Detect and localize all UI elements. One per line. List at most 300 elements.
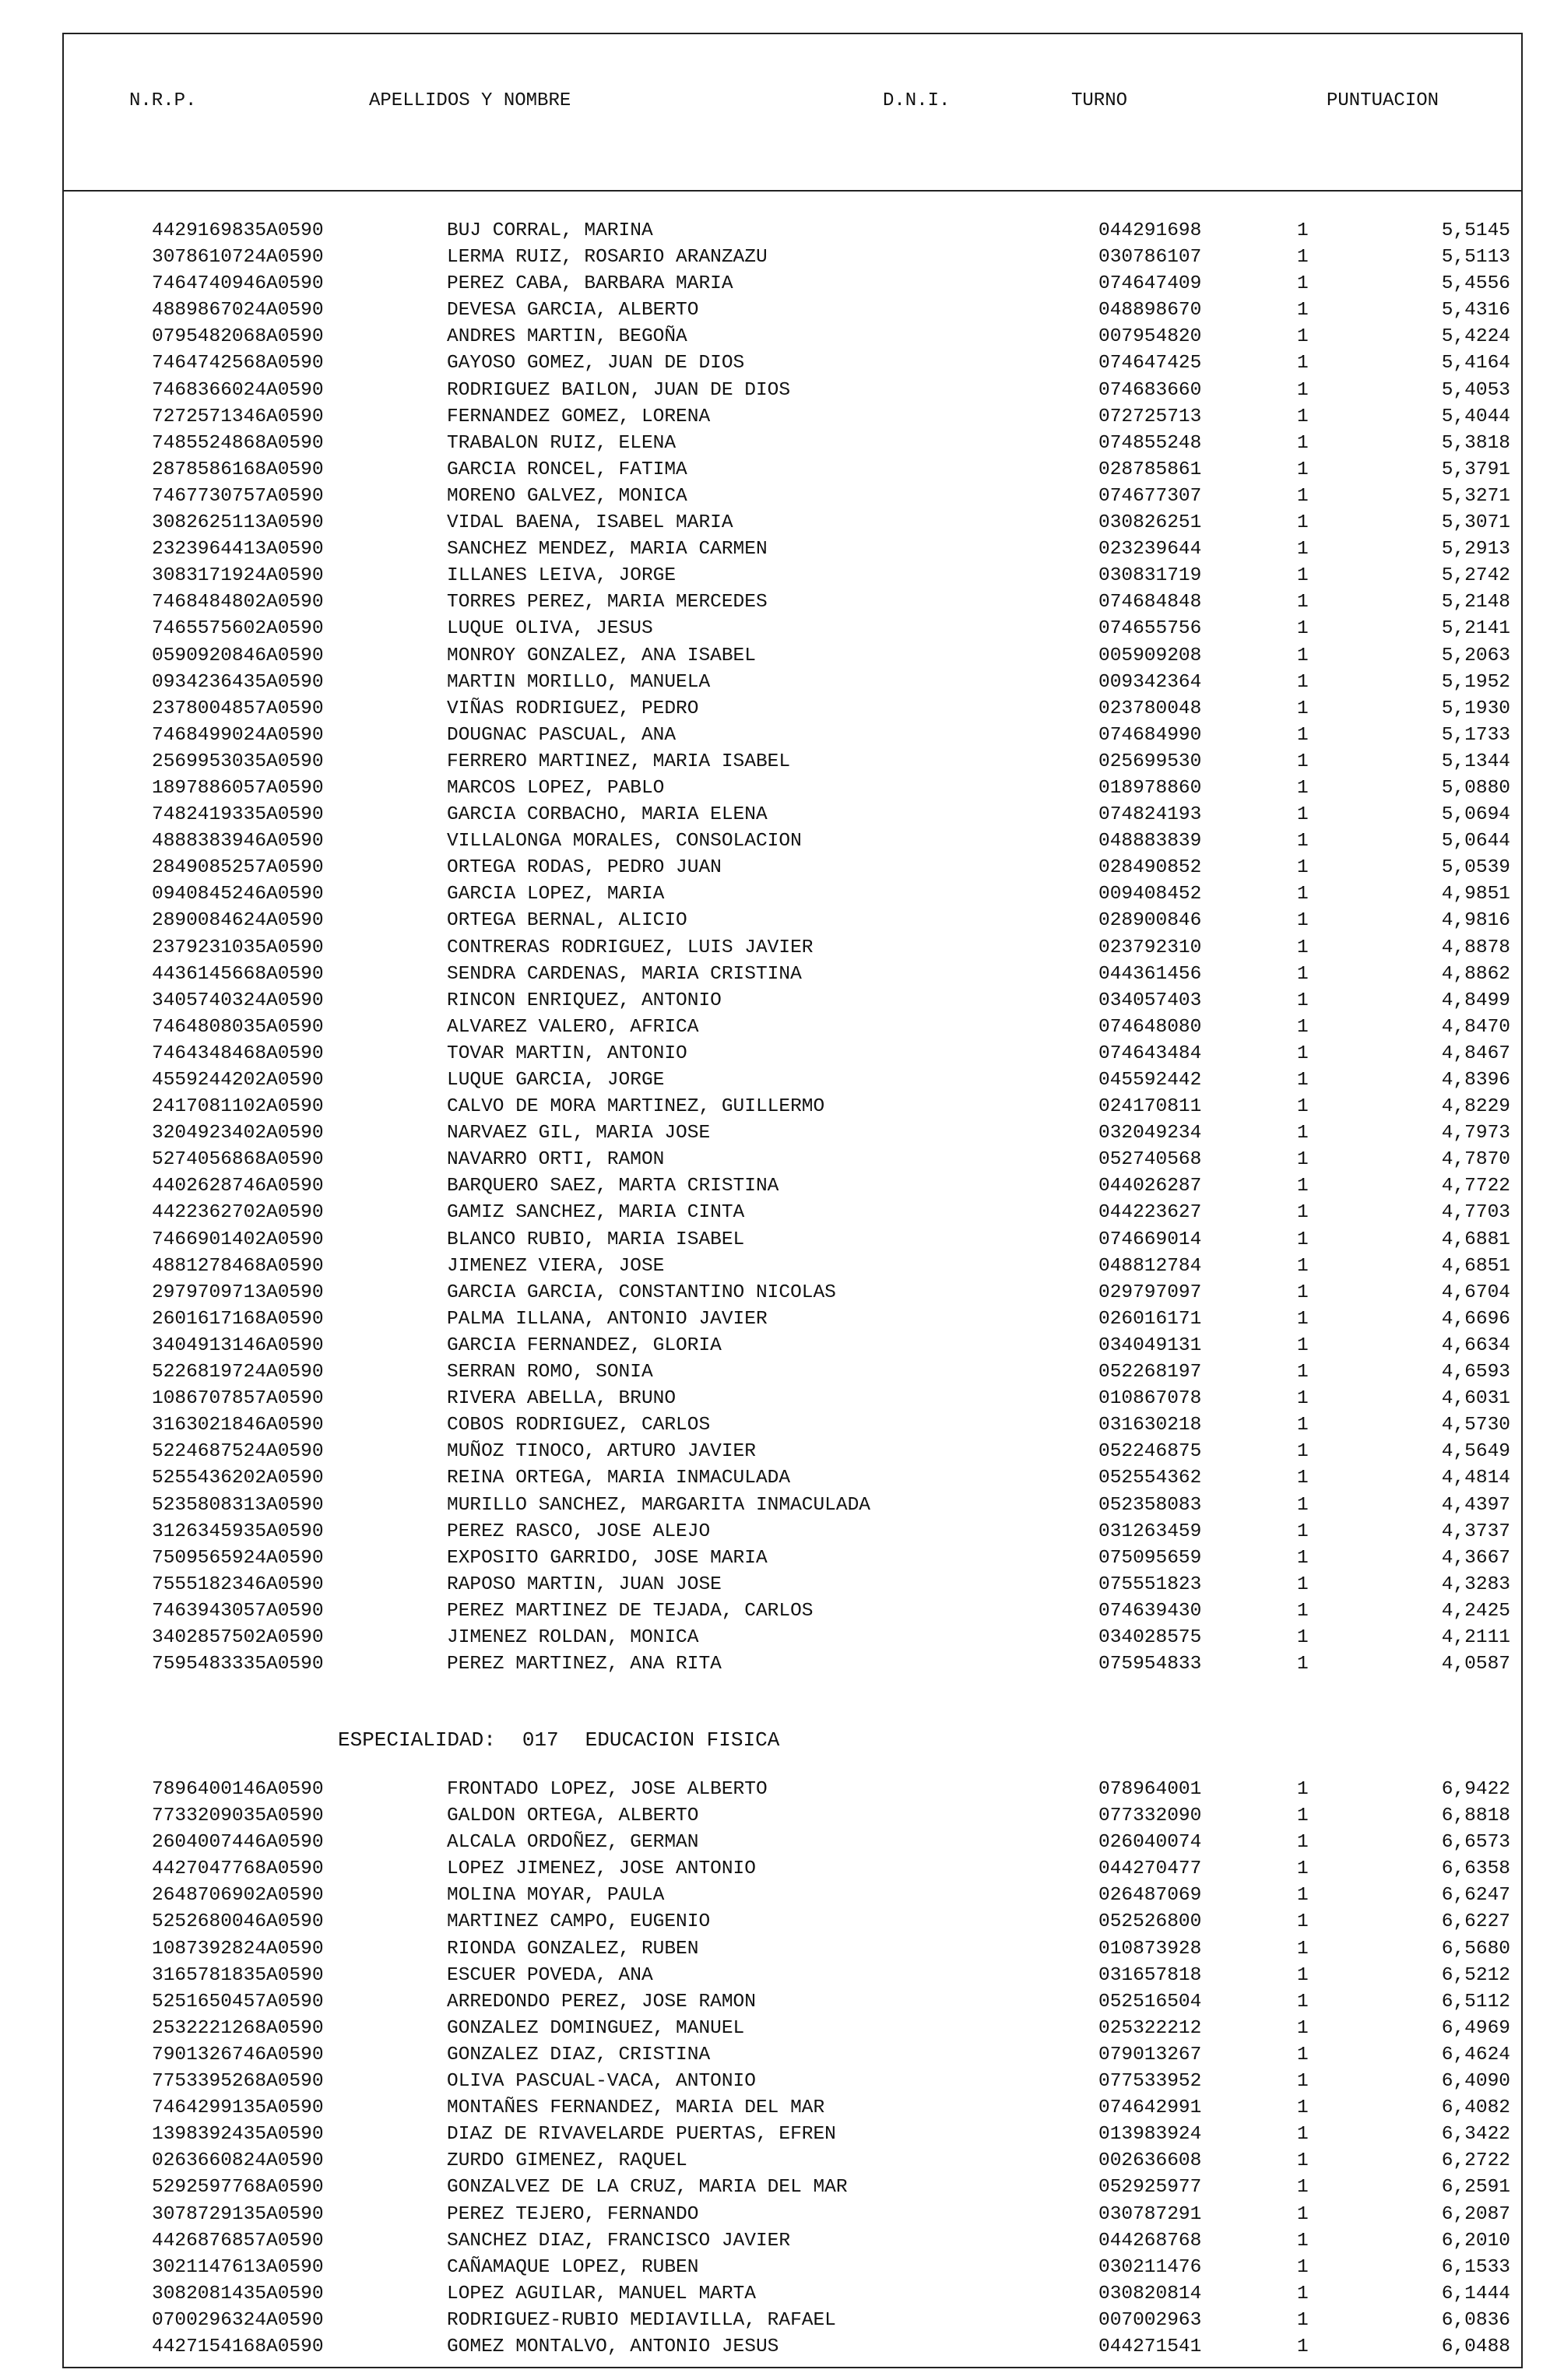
- header-name: APELLIDOS Y NOMBRE: [369, 90, 571, 111]
- cell-turno: 1: [1297, 2017, 1309, 2039]
- cell-nrp: 7463943057A0590: [152, 1600, 324, 1622]
- cell-turno: 1: [1297, 273, 1309, 295]
- cell-puntuacion: 4,0587: [1441, 1654, 1510, 1675]
- cell-puntuacion: 5,2141: [1441, 618, 1510, 640]
- cell-puntuacion: 5,2148: [1441, 592, 1510, 613]
- cell-turno: 1: [1297, 2124, 1309, 2146]
- cell-puntuacion: 6,0836: [1441, 2309, 1510, 2331]
- cell-dni: 074824193: [1098, 804, 1202, 826]
- cell-dni: 045592442: [1098, 1070, 1202, 1091]
- cell-nrp: 7468366024A0590: [152, 379, 324, 401]
- cell-nrp: 3078610724A0590: [152, 247, 324, 269]
- table-header: [64, 34, 1521, 192]
- cell-turno: 1: [1297, 1991, 1309, 2013]
- cell-nrp: 2378004857A0590: [152, 698, 324, 719]
- cell-dni: 074642991: [1098, 2097, 1202, 2119]
- cell-name: SANCHEZ DIAZ, FRANCISCO JAVIER: [447, 2230, 791, 2252]
- cell-name: BARQUERO SAEZ, MARTA CRISTINA: [447, 1176, 779, 1197]
- table-row: [64, 988, 1521, 1014]
- cell-dni: 052554362: [1098, 1468, 1202, 1489]
- cell-nrp: 2648706902A0590: [152, 1885, 324, 1907]
- cell-dni: 023239644: [1098, 539, 1202, 561]
- cell-name: MARTIN MORILLO, MANUELA: [447, 671, 711, 693]
- cell-nrp: 1897886057A0590: [152, 777, 324, 799]
- table-row: [64, 2148, 1521, 2174]
- cell-nrp: 2569953035A0590: [152, 751, 324, 772]
- table-row: [64, 271, 1521, 297]
- cell-name: GAYOSO GOMEZ, JUAN DE DIOS: [447, 353, 745, 374]
- cell-dni: 048812784: [1098, 1255, 1202, 1277]
- cell-dni: 009408452: [1098, 884, 1202, 905]
- cell-nrp: 4559244202A0590: [152, 1070, 324, 1091]
- cell-nrp: 5252680046A0590: [152, 1911, 324, 1933]
- cell-nrp: 3204923402A0590: [152, 1123, 324, 1144]
- cell-puntuacion: 5,4316: [1441, 300, 1510, 322]
- cell-name: PALMA ILLANA, ANTONIO JAVIER: [447, 1308, 768, 1330]
- cell-puntuacion: 4,3737: [1441, 1520, 1510, 1542]
- cell-puntuacion: 6,1533: [1441, 2256, 1510, 2278]
- cell-nrp: 0940845246A0590: [152, 884, 324, 905]
- cell-name: JIMENEZ VIERA, JOSE: [447, 1255, 665, 1277]
- table-row: [64, 404, 1521, 431]
- cell-name: MURILLO SANCHEZ, MARGARITA INMACULADA: [447, 1494, 870, 1516]
- cell-turno: 1: [1297, 618, 1309, 640]
- table-row: [64, 722, 1521, 749]
- table-row: [64, 483, 1521, 510]
- cell-puntuacion: 4,8396: [1441, 1070, 1510, 1091]
- cell-turno: 1: [1297, 565, 1309, 587]
- cell-nrp: 5235808313A0590: [152, 1494, 324, 1516]
- cell-dni: 030820814: [1098, 2283, 1202, 2304]
- cell-name: LUQUE GARCIA, JORGE: [447, 1070, 665, 1091]
- cell-puntuacion: 4,6881: [1441, 1229, 1510, 1250]
- cell-name: ORTEGA BERNAL, ALICIO: [447, 910, 687, 932]
- cell-nrp: 7595483335A0590: [152, 1654, 324, 1675]
- table-row: [64, 1412, 1521, 1439]
- table-row: [64, 1492, 1521, 1519]
- cell-puntuacion: 6,6358: [1441, 1858, 1510, 1880]
- cell-name: RINCON ENRIQUEZ, ANTONIO: [447, 990, 722, 1011]
- cell-dni: 052516504: [1098, 1991, 1202, 2013]
- cell-nrp: 4881278468A0590: [152, 1255, 324, 1277]
- cell-dni: 074855248: [1098, 432, 1202, 454]
- cell-name: GARCIA LOPEZ, MARIA: [447, 884, 665, 905]
- cell-name: MARTINEZ CAMPO, EUGENIO: [447, 1911, 711, 1933]
- cell-puntuacion: 6,2010: [1441, 2230, 1510, 2252]
- cell-name: MORENO GALVEZ, MONICA: [447, 485, 687, 507]
- table-row: [64, 616, 1521, 642]
- table-row: [64, 908, 1521, 934]
- cell-dni: 074647409: [1098, 273, 1202, 295]
- table-row: [64, 2334, 1521, 2361]
- cell-name: ALCALA ORDOÑEZ, GERMAN: [447, 1832, 699, 1854]
- cell-puntuacion: 4,7870: [1441, 1149, 1510, 1171]
- cell-nrp: 2890084624A0590: [152, 910, 324, 932]
- cell-puntuacion: 6,0488: [1441, 2336, 1510, 2357]
- table-row: [64, 1625, 1521, 1651]
- cell-dni: 030787291: [1098, 2203, 1202, 2225]
- cell-puntuacion: 4,6696: [1441, 1308, 1510, 1330]
- cell-name: RIONDA GONZALEZ, RUBEN: [447, 1938, 699, 1960]
- table-row: [64, 961, 1521, 988]
- cell-dni: 074643484: [1098, 1042, 1202, 1064]
- cell-name: RODRIGUEZ BAILON, JUAN DE DIOS: [447, 379, 791, 401]
- cell-dni: 030826251: [1098, 512, 1202, 534]
- cell-name: LOPEZ AGUILAR, MANUEL MARTA: [447, 2283, 756, 2304]
- cell-puntuacion: 6,6573: [1441, 1832, 1510, 1854]
- cell-nrp: 4426876857A0590: [152, 2230, 324, 2252]
- cell-dni: 002636608: [1098, 2150, 1202, 2172]
- cell-name: OLIVA PASCUAL-VACA, ANTONIO: [447, 2071, 756, 2093]
- cell-nrp: 1087392824A0590: [152, 1938, 324, 1960]
- cell-nrp: 5224687524A0590: [152, 1441, 324, 1463]
- cell-turno: 1: [1297, 1779, 1309, 1800]
- cell-puntuacion: 5,2742: [1441, 565, 1510, 587]
- cell-turno: 1: [1297, 1547, 1309, 1569]
- table-row: [64, 1777, 1521, 1803]
- cell-nrp: 1086707857A0590: [152, 1388, 324, 1410]
- cell-name: RIVERA ABELLA, BRUNO: [447, 1388, 677, 1410]
- table-row: [64, 536, 1521, 563]
- cell-turno: 1: [1297, 1255, 1309, 1277]
- cell-turno: 1: [1297, 1123, 1309, 1144]
- table-row: [64, 1359, 1521, 1386]
- cell-puntuacion: 5,1930: [1441, 698, 1510, 719]
- cell-turno: 1: [1297, 1468, 1309, 1489]
- table-row: [64, 1280, 1521, 1306]
- cell-nrp: 3163021846A0590: [152, 1415, 324, 1436]
- cell-dni: 074648080: [1098, 1016, 1202, 1038]
- table-row: [64, 510, 1521, 536]
- cell-nrp: 2979709713A0590: [152, 1281, 324, 1303]
- cell-nrp: 7466901402A0590: [152, 1229, 324, 1250]
- cell-dni: 030211476: [1098, 2256, 1202, 2278]
- cell-turno: 1: [1297, 1964, 1309, 1986]
- cell-turno: 1: [1297, 698, 1309, 719]
- cell-nrp: 4889867024A0590: [152, 300, 324, 322]
- cell-dni: 075954833: [1098, 1654, 1202, 1675]
- table-row: [64, 1856, 1521, 1883]
- table-row: [64, 2016, 1521, 2042]
- cell-nrp: 7733209035A0590: [152, 1805, 324, 1827]
- cell-puntuacion: 5,3791: [1441, 459, 1510, 480]
- cell-puntuacion: 5,4224: [1441, 326, 1510, 348]
- cell-puntuacion: 4,8499: [1441, 990, 1510, 1011]
- cell-nrp: 7464742568A0590: [152, 353, 324, 374]
- cell-turno: 1: [1297, 1096, 1309, 1118]
- table-row: [64, 350, 1521, 377]
- cell-dni: 077533952: [1098, 2071, 1202, 2093]
- cell-name: RAPOSO MARTIN, JUAN JOSE: [447, 1573, 722, 1595]
- table-row: [64, 378, 1521, 404]
- cell-turno: 1: [1297, 353, 1309, 374]
- table-row: [64, 881, 1521, 908]
- cell-dni: 007954820: [1098, 326, 1202, 348]
- cell-name: PEREZ CABA, BARBARA MARIA: [447, 273, 733, 295]
- cell-turno: 1: [1297, 406, 1309, 427]
- cell-name: VILLALONGA MORALES, CONSOLACION: [447, 831, 802, 853]
- cell-nrp: 7464299135A0590: [152, 2097, 324, 2119]
- cell-puntuacion: 6,6227: [1441, 1911, 1510, 1933]
- table-row: [64, 749, 1521, 775]
- cell-dni: 074639430: [1098, 1600, 1202, 1622]
- cell-name: EXPOSITO GARRIDO, JOSE MARIA: [447, 1547, 768, 1569]
- cell-name: COBOS RODRIGUEZ, CARLOS: [447, 1415, 711, 1436]
- table-row: [64, 855, 1521, 881]
- cell-puntuacion: 4,3667: [1441, 1547, 1510, 1569]
- cell-puntuacion: 6,8818: [1441, 1805, 1510, 1827]
- cell-dni: 052358083: [1098, 1494, 1202, 1516]
- cell-puntuacion: 5,0694: [1441, 804, 1510, 826]
- table-row: [64, 1386, 1521, 1412]
- cell-dni: 074655756: [1098, 618, 1202, 640]
- cell-turno: 1: [1297, 910, 1309, 932]
- cell-turno: 1: [1297, 1388, 1309, 1410]
- cell-turno: 1: [1297, 1149, 1309, 1171]
- cell-dni: 072725713: [1098, 406, 1202, 427]
- cell-puntuacion: 6,1444: [1441, 2283, 1510, 2304]
- cell-nrp: 3083171924A0590: [152, 565, 324, 587]
- cell-name: PEREZ RASCO, JOSE ALEJO: [447, 1520, 711, 1542]
- cell-puntuacion: 4,4397: [1441, 1494, 1510, 1516]
- header-puntuacion: PUNTUACION: [1327, 90, 1439, 111]
- cell-nrp: 2849085257A0590: [152, 857, 324, 879]
- cell-name: ZURDO GIMENEZ, RAQUEL: [447, 2150, 687, 2172]
- cell-nrp: 7465575602A0590: [152, 618, 324, 640]
- table-row: [64, 218, 1521, 244]
- specialty-heading: [338, 1728, 779, 1752]
- table-row: [64, 696, 1521, 722]
- table-row: [64, 1909, 1521, 1935]
- cell-turno: 1: [1297, 1042, 1309, 1064]
- cell-turno: 1: [1297, 990, 1309, 1011]
- cell-turno: 1: [1297, 1938, 1309, 1960]
- table-row: [64, 935, 1521, 961]
- cell-nrp: 5226819724A0590: [152, 1362, 324, 1383]
- cell-dni: 026016171: [1098, 1308, 1202, 1330]
- cell-dni: 044270477: [1098, 1858, 1202, 1880]
- cell-name: LERMA RUIZ, ROSARIO ARANZAZU: [447, 247, 768, 269]
- cell-nrp: 4888383946A0590: [152, 831, 324, 853]
- table-row: [64, 1803, 1521, 1830]
- cell-nrp: 3402857502A0590: [152, 1626, 324, 1648]
- cell-dni: 031657818: [1098, 1964, 1202, 1986]
- cell-nrp: 4402628746A0590: [152, 1176, 324, 1197]
- cell-dni: 074684990: [1098, 724, 1202, 746]
- cell-puntuacion: 4,5730: [1441, 1415, 1510, 1436]
- cell-turno: 1: [1297, 937, 1309, 958]
- table-row: [64, 2042, 1521, 2069]
- cell-name: PEREZ TEJERO, FERNANDO: [447, 2203, 699, 2225]
- specialty-label: ESPECIALIDAD:: [338, 1728, 496, 1752]
- cell-turno: 1: [1297, 1202, 1309, 1224]
- cell-nrp: 5274056868A0590: [152, 1149, 324, 1171]
- cell-puntuacion: 4,9816: [1441, 910, 1510, 932]
- table-row: [64, 643, 1521, 670]
- cell-puntuacion: 5,0539: [1441, 857, 1510, 879]
- cell-puntuacion: 5,3818: [1441, 432, 1510, 454]
- cell-turno: 1: [1297, 1415, 1309, 1436]
- cell-dni: 009342364: [1098, 671, 1202, 693]
- cell-turno: 1: [1297, 777, 1309, 799]
- cell-puntuacion: 5,5145: [1441, 220, 1510, 241]
- cell-dni: 034028575: [1098, 1626, 1202, 1648]
- cell-nrp: 3404913146A0590: [152, 1334, 324, 1356]
- cell-dni: 052925977: [1098, 2177, 1202, 2199]
- cell-puntuacion: 6,4969: [1441, 2017, 1510, 2039]
- cell-turno: 1: [1297, 804, 1309, 826]
- table-row: [64, 1094, 1521, 1120]
- cell-nrp: 2532221268A0590: [152, 2017, 324, 2039]
- cell-dni: 007002963: [1098, 2309, 1202, 2331]
- cell-turno: 1: [1297, 1805, 1309, 1827]
- cell-turno: 1: [1297, 884, 1309, 905]
- cell-turno: 1: [1297, 2256, 1309, 2278]
- cell-name: FRONTADO LOPEZ, JOSE ALBERTO: [447, 1779, 768, 1800]
- cell-dni: 075095659: [1098, 1547, 1202, 1569]
- header-dni: D.N.I.: [883, 90, 951, 111]
- cell-dni: 078964001: [1098, 1779, 1202, 1800]
- cell-nrp: 3082625113A0590: [152, 512, 324, 534]
- table-row: [64, 1598, 1521, 1625]
- cell-name: DEVESA GARCIA, ALBERTO: [447, 300, 699, 322]
- cell-dni: 074647425: [1098, 353, 1202, 374]
- table-row: [64, 563, 1521, 589]
- table-row: [64, 1545, 1521, 1572]
- cell-name: ANDRES MARTIN, BEGOÑA: [447, 326, 687, 348]
- cell-name: TORRES PEREZ, MARIA MERCEDES: [447, 592, 768, 613]
- cell-turno: 1: [1297, 2071, 1309, 2093]
- cell-dni: 048898670: [1098, 300, 1202, 322]
- cell-nrp: 2417081102A0590: [152, 1096, 324, 1118]
- cell-nrp: 4427047768A0590: [152, 1858, 324, 1880]
- cell-puntuacion: 6,4624: [1441, 2044, 1510, 2065]
- cell-name: TRABALON RUIZ, ELENA: [447, 432, 677, 454]
- specialty-name: EDUCACION FISICA: [585, 1728, 780, 1752]
- cell-dni: 028490852: [1098, 857, 1202, 879]
- cell-puntuacion: 5,3071: [1441, 512, 1510, 534]
- table-row: [64, 1067, 1521, 1094]
- cell-name: VIDAL BAENA, ISABEL MARIA: [447, 512, 733, 534]
- cell-turno: 1: [1297, 1520, 1309, 1542]
- cell-dni: 026040074: [1098, 1832, 1202, 1854]
- cell-dni: 010867078: [1098, 1388, 1202, 1410]
- cell-name: GARCIA FERNANDEZ, GLORIA: [447, 1334, 722, 1356]
- cell-puntuacion: 4,2111: [1441, 1626, 1510, 1648]
- cell-turno: 1: [1297, 539, 1309, 561]
- table-row: [64, 2308, 1521, 2334]
- cell-name: REINA ORTEGA, MARIA INMACULADA: [447, 1468, 791, 1489]
- cell-name: MUÑOZ TINOCO, ARTURO JAVIER: [447, 1441, 756, 1463]
- table-row: [64, 2069, 1521, 2095]
- cell-puntuacion: 6,5680: [1441, 1938, 1510, 1960]
- cell-turno: 1: [1297, 432, 1309, 454]
- cell-dni: 044268768: [1098, 2230, 1202, 2252]
- cell-nrp: 7901326746A0590: [152, 2044, 324, 2065]
- cell-nrp: 2878586168A0590: [152, 459, 324, 480]
- cell-dni: 032049234: [1098, 1123, 1202, 1144]
- cell-nrp: 3405740324A0590: [152, 990, 324, 1011]
- cell-nrp: 3078729135A0590: [152, 2203, 324, 2225]
- cell-puntuacion: 4,3283: [1441, 1573, 1510, 1595]
- cell-nrp: 7485524868A0590: [152, 432, 324, 454]
- table-row: [64, 457, 1521, 483]
- cell-turno: 1: [1297, 751, 1309, 772]
- cell-puntuacion: 4,7703: [1441, 1202, 1510, 1224]
- table-row: [64, 1253, 1521, 1280]
- cell-dni: 018978860: [1098, 777, 1202, 799]
- cell-dni: 079013267: [1098, 2044, 1202, 2065]
- cell-nrp: 5292597768A0590: [152, 2177, 324, 2199]
- cell-turno: 1: [1297, 1654, 1309, 1675]
- cell-name: JIMENEZ ROLDAN, MONICA: [447, 1626, 699, 1648]
- cell-dni: 030831719: [1098, 565, 1202, 587]
- cell-name: GAMIZ SANCHEZ, MARIA CINTA: [447, 1202, 745, 1224]
- cell-nrp: 1398392435A0590: [152, 2124, 324, 2146]
- table-row: [64, 2281, 1521, 2308]
- table-row: [64, 1519, 1521, 1545]
- cell-name: BUJ CORRAL, MARINA: [447, 220, 653, 241]
- cell-name: GALDON ORTEGA, ALBERTO: [447, 1805, 699, 1827]
- cell-puntuacion: 5,0644: [1441, 831, 1510, 853]
- cell-dni: 025699530: [1098, 751, 1202, 772]
- cell-turno: 1: [1297, 1441, 1309, 1463]
- cell-turno: 1: [1297, 645, 1309, 666]
- table-row: [64, 1936, 1521, 1963]
- table-row: [64, 1120, 1521, 1147]
- cell-turno: 1: [1297, 300, 1309, 322]
- cell-nrp: 3165781835A0590: [152, 1964, 324, 1986]
- cell-name: ILLANES LEIVA, JORGE: [447, 565, 677, 587]
- cell-nrp: 2323964413A0590: [152, 539, 324, 561]
- cell-nrp: 2601617168A0590: [152, 1308, 324, 1330]
- cell-turno: 1: [1297, 485, 1309, 507]
- cell-dni: 075551823: [1098, 1573, 1202, 1595]
- cell-name: PEREZ MARTINEZ DE TEJADA, CARLOS: [447, 1600, 814, 1622]
- cell-dni: 013983924: [1098, 2124, 1202, 2146]
- cell-turno: 1: [1297, 2336, 1309, 2357]
- table-row: [64, 2174, 1521, 2201]
- cell-name: VIÑAS RODRIGUEZ, PEDRO: [447, 698, 699, 719]
- cell-dni: 074669014: [1098, 1229, 1202, 1250]
- cell-dni: 044271541: [1098, 2336, 1202, 2357]
- cell-puntuacion: 6,4082: [1441, 2097, 1510, 2119]
- cell-puntuacion: 5,4556: [1441, 273, 1510, 295]
- cell-name: ALVAREZ VALERO, AFRICA: [447, 1016, 699, 1038]
- cell-dni: 034057403: [1098, 990, 1202, 1011]
- cell-turno: 1: [1297, 379, 1309, 401]
- cell-turno: 1: [1297, 1573, 1309, 1595]
- cell-name: DOUGNAC PASCUAL, ANA: [447, 724, 677, 746]
- table-row: [64, 1572, 1521, 1598]
- table-row: [64, 1041, 1521, 1067]
- cell-turno: 1: [1297, 2203, 1309, 2225]
- table-row: [64, 244, 1521, 271]
- cell-puntuacion: 4,9851: [1441, 884, 1510, 905]
- cell-turno: 1: [1297, 1176, 1309, 1197]
- table-row: [64, 1651, 1521, 1678]
- cell-puntuacion: 5,4053: [1441, 379, 1510, 401]
- cell-dni: 044361456: [1098, 963, 1202, 985]
- cell-name: SERRAN ROMO, SONIA: [447, 1362, 653, 1383]
- cell-nrp: 7464348468A0590: [152, 1042, 324, 1064]
- cell-puntuacion: 4,7722: [1441, 1176, 1510, 1197]
- cell-turno: 1: [1297, 724, 1309, 746]
- cell-dni: 031263459: [1098, 1520, 1202, 1542]
- cell-puntuacion: 5,2063: [1441, 645, 1510, 666]
- cell-name: RODRIGUEZ-RUBIO MEDIAVILLA, RAFAEL: [447, 2309, 836, 2331]
- cell-turno: 1: [1297, 220, 1309, 241]
